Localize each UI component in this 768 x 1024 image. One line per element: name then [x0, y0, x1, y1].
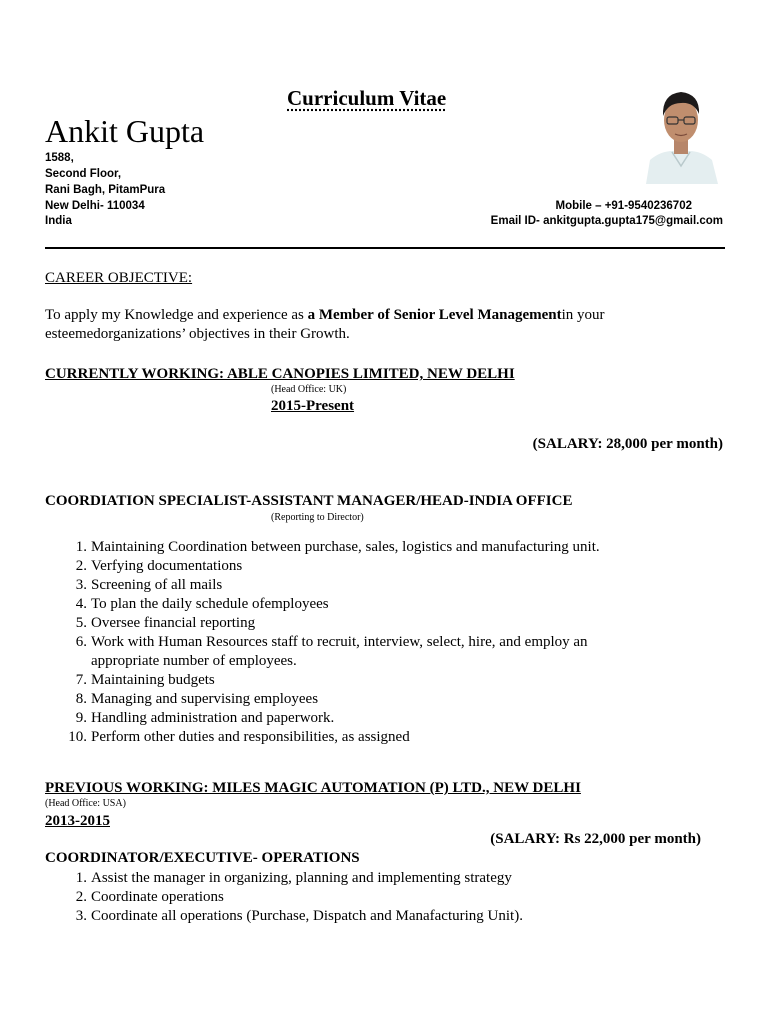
- current-duties-list: [45, 538, 600, 747]
- address-line: India: [45, 215, 72, 227]
- current-employer-heading: CURRENTLY WORKING: ABLE CANOPIES LIMITED, NEW DELHI: [45, 366, 515, 382]
- list-item: 1. Assist the manager in organizing, planning and implementing strategy: [75, 870, 512, 886]
- objective-text: To apply my Knowledge and experience as a Member of Senior Level Managementin your: [45, 307, 605, 323]
- mobile-number: Mobile – +91-9540236702: [555, 200, 692, 212]
- previous-duties-list: [45, 869, 523, 926]
- previous-employer-heading: PREVIOUS WORKING: MILES MAGIC AUTOMATION (P) LTD., NEW DELHI: [45, 780, 581, 796]
- list-item: 6. Work with Human Resources staff to recruit, interview, select, hire, and employ an: [75, 634, 588, 650]
- list-item: 2. Verfying documentations: [75, 558, 243, 574]
- document-title: Curriculum Vitae: [287, 86, 447, 110]
- list-item: 7. Maintaining budgets: [75, 672, 215, 688]
- current-period: 2015-Present: [271, 398, 355, 414]
- address-line: 1588,: [45, 152, 74, 164]
- candidate-name: Ankit Gupta: [45, 113, 205, 149]
- list-item: 1. Maintaining Coordination between purchase, sales, logistics and manufacturing unit.: [75, 539, 600, 555]
- list-item: appropriate number of employees.: [91, 653, 297, 669]
- list-item: 3. Coordinate all operations (Purchase, Dispatch and Manafacturing Unit).: [75, 908, 523, 924]
- address-line: New Delhi- 110034: [45, 200, 145, 212]
- career-objective-heading: CAREER OBJECTIVE:: [45, 270, 193, 286]
- list-item: 3. Screening of all mails: [75, 577, 223, 593]
- previous-salary: (SALARY: Rs 22,000 per month): [490, 831, 701, 847]
- reporting-line: (Reporting to Director): [271, 512, 364, 523]
- previous-role-title: COORDINATOR/EXECUTIVE- OPERATIONS: [45, 850, 360, 866]
- current-head-office: (Head Office: UK): [271, 384, 347, 395]
- list-item: 9. Handling administration and paperwork.: [75, 710, 335, 726]
- list-item: 4. To plan the daily schedule ofemployees: [75, 596, 329, 612]
- current-role-title: COORDIATION SPECIALIST-ASSISTANT MANAGER/HEAD-INDIA OFFICE: [45, 493, 573, 509]
- list-item: 8. Managing and supervising employees: [75, 691, 319, 707]
- email-address: Email ID- ankitgupta.gupta175@gmail.com: [490, 215, 723, 227]
- address-line: Second Floor,: [45, 168, 122, 180]
- previous-head-office: (Head Office: USA): [45, 798, 126, 809]
- current-salary: (SALARY: 28,000 per month): [532, 436, 723, 452]
- objective-text-line2: esteemedorganizations’ objectives in their Growth.: [45, 326, 350, 342]
- list-item: 2. Coordinate operations: [75, 889, 224, 905]
- list-item: 5. Oversee financial reporting: [75, 615, 256, 631]
- list-item: 10. Perform other duties and responsibilities, as assigned: [68, 729, 410, 745]
- header-divider: [45, 247, 725, 249]
- previous-period: 2013-2015: [45, 813, 110, 829]
- profile-photo: [642, 86, 720, 184]
- address-line: Rani Bagh, PitamPura: [45, 184, 166, 196]
